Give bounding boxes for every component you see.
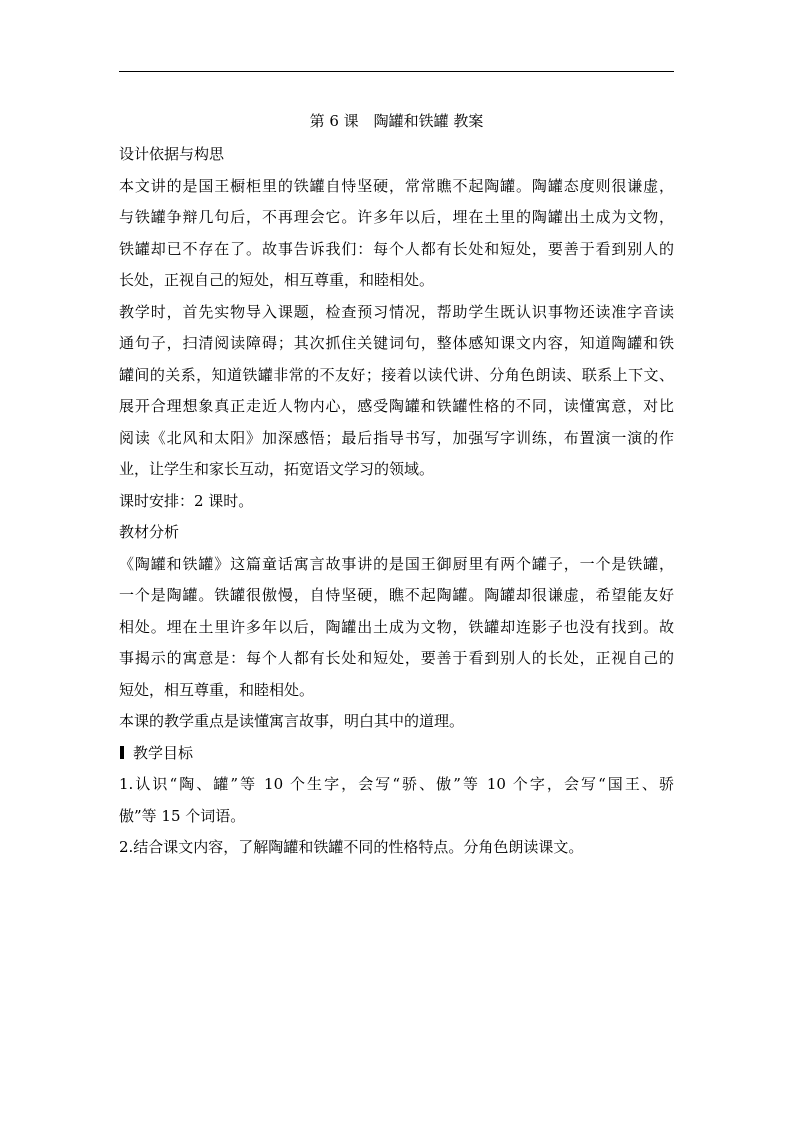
- goal-item-1: [119, 769, 674, 832]
- text-line: 展开合理想象真正走近人物内心，感受陶罐和铁罐性格的不同，读懂寓意，对比: [119, 397, 674, 415]
- text-line: 罐间的关系，知道铁罐非常的不友好；接着以读代讲、分角色朗读、联系上下文、: [119, 365, 674, 384]
- section-heading-design: 设计依据与构思: [119, 145, 225, 163]
- design-paragraph-1: [119, 171, 674, 297]
- text-line: 长处，正视自己的短处，相互尊重，和睦相处。: [119, 271, 435, 289]
- text-line: 本文讲的是国王橱柜里的铁罐自恃坚硬，常常瞧不起陶罐。陶罐态度则很谦虚，: [119, 176, 674, 195]
- document-body: [119, 103, 674, 864]
- text-line: 铁罐却已不存在了。故事告诉我们：每个人都有长处和短处，要善于看到别人的: [119, 239, 674, 258]
- header-rule: [119, 71, 674, 72]
- lesson-title: 第 6 课 陶罐和铁罐 教案: [309, 112, 484, 130]
- goal-item-2: 2.结合课文内容，了解陶罐和铁罐不同的性格特点。分角色朗读课文。: [119, 838, 584, 856]
- text-line: 阅读《北风和太阳》加深感悟；最后指导书写，加强写字训练，布置演一演的作: [119, 428, 674, 447]
- section-heading-analysis: 教材分析: [119, 523, 180, 541]
- section-heading-goals: [119, 738, 674, 770]
- teaching-focus-line: 本课的教学重点是读懂寓言故事，明白其中的道理。: [119, 712, 465, 730]
- text-line: 事揭示的寓意是：每个人都有长处和短处，要善于看到别人的长处，正视自己的: [119, 649, 674, 667]
- design-paragraph-2: [119, 297, 674, 486]
- text-line: 傲”等 15 个词语。: [119, 806, 246, 825]
- analysis-paragraph-1: [119, 549, 674, 707]
- text-line: 相处。埋在土里许多年以后，陶罐出土成为文物，铁罐却连影子也没有找到。故: [119, 617, 674, 636]
- text-line: 教学时，首先实物导入课题，检查预习情况，帮助学生既认识事物还读准字音读: [119, 302, 674, 321]
- schedule-line: 课时安排：2 课时。: [119, 491, 254, 510]
- text-line: 《陶罐和铁罐》这篇童话寓言故事讲的是国王御厨里有两个罐子，一个是铁罐，: [119, 554, 674, 573]
- text-line: 业，让学生和家长互动，拓宽语文学习的领域。: [119, 460, 435, 478]
- text-line: 通句子，扫清阅读障碍；其次抓住关键词句，整体感知课文内容，知道陶罐和铁: [119, 334, 674, 352]
- heading-bar-marker: [120, 746, 124, 759]
- goals-heading-text: 教学目标: [133, 743, 194, 762]
- text-line: 1.认识“陶、罐”等 10 个生字，会写“骄、傲”等 10 个字，会写“国王、骄: [119, 775, 674, 793]
- text-line: 短处，相互尊重，和睦相处。: [119, 680, 315, 699]
- text-line: 与铁罐争辩几句后，不再理会它。许多年以后，埋在土里的陶罐出土成为文物，: [119, 208, 674, 226]
- text-line: 一个是陶罐。铁罐很傲慢，自恃坚硬，瞧不起陶罐。陶罐却很谦虚，希望能友好: [119, 586, 674, 604]
